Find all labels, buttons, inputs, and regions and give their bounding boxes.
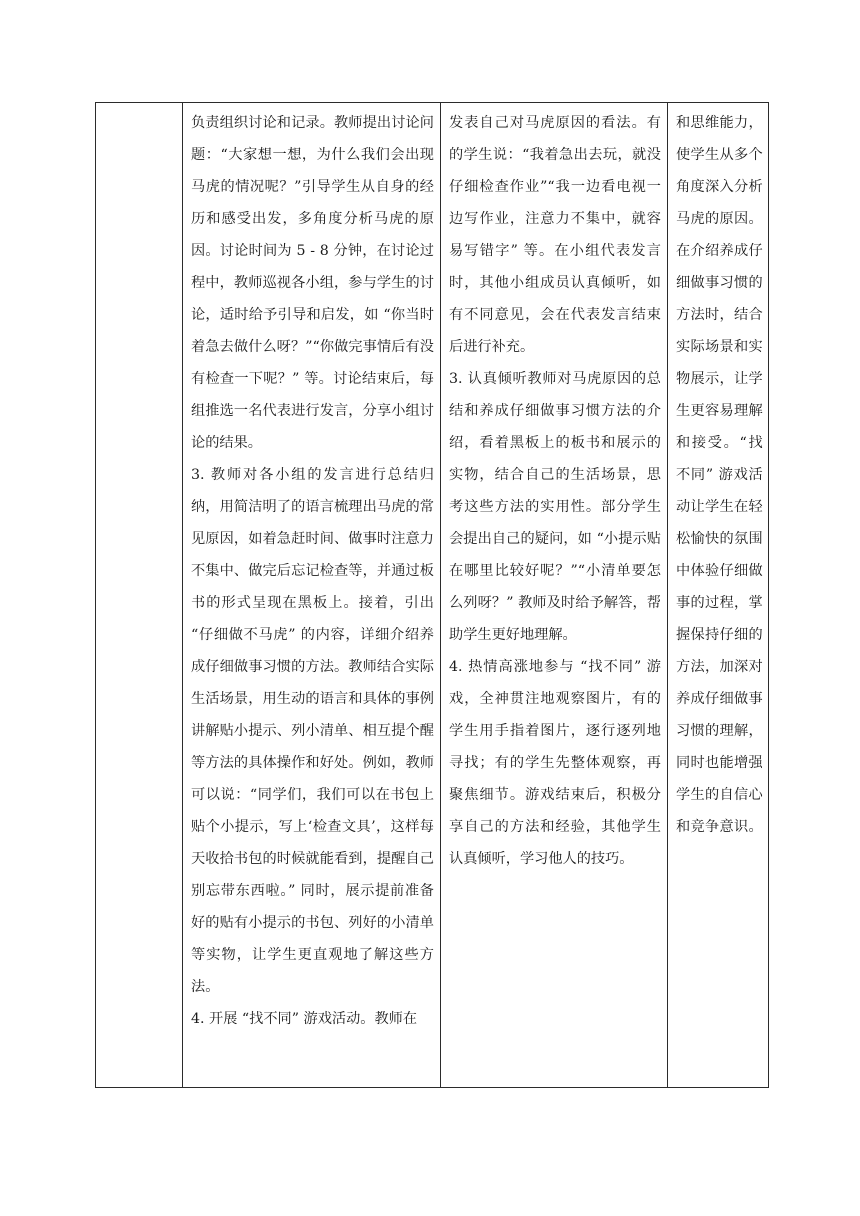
table-cell-student-activity: [441, 103, 668, 1088]
table-cell-stage: [96, 103, 183, 1088]
cell-content: [183, 103, 440, 1087]
student-activity-paragraph: 3. 认真倾听教师对马虎原因的总结和养成仔细做事习惯方法的介绍，看着黑板上的板书和展示的实物，结合自己的生活场景，思考这些方法的实用性。部分学生会提出自己的疑问，如 “小提示贴在哪里比较好呢？”“小清单要怎么列呀？” 教师及时给予解答，帮助学生更好地理解。: [449, 371, 661, 643]
cell-content: [668, 103, 768, 1087]
student-activity-paragraph: 4. 热情高涨地参与 “找不同” 游戏，全神贯注地观察图片，有的学生用手指着图片，逐行逐列地寻找；有的学生先整体观察，再聚焦细节。游戏结束后，积极分享自己的方法和经验，其他学生认真倾听，学习他人的技巧。: [449, 659, 661, 867]
table-row: [96, 103, 769, 1088]
design-intent-paragraph: 和思维能力，使学生从多个角度深入分析马虎的原因。在介绍养成仔细做事习惯的方法时，结合实际场景和实物展示，让学生更容易理解和接受。“找不同” 游戏活动让学生在轻松愉快的氛围中体验仔细做事的过程，掌握保持仔细的方法，加深对养成仔细做事习惯的理解，同时也能增强学生的自信心和竞争意识。: [676, 115, 763, 835]
teacher-activity-paragraph: 3. 教师对各小组的发言进行总结归纳，用简洁明了的语言梳理出马虎的常见原因，如着急赶时间、做事时注意力不集中、做完后忘记检查等，并通过板书的形式呈现在黑板上。接着，引出 “仔细做不马虎” 的内容，详细介绍养成仔细做事习惯的方法。教师结合实际生活场景，用生动的语言和具体的事例讲解贴小提示、列小清单、相互提个醒等方法的具体操作和好处。例如，教师可以说：“同学们，我们可以在书包上贴个小提示，写上‘检查文具’，这样每天收拾书包的时候就能看到，提醒自己别忘带东西啦。” 同时，展示提前准备好的贴有小提示的书包、列好的小清单等实物，让学生更直观地了解这些方法。: [191, 467, 434, 995]
teacher-activity-paragraph: 负责组织讨论和记录。教师提出讨论问题：“大家想一想，为什么我们会出现马虎的情况呢？”引导学生从自身的经历和感受出发，多角度分析马虎的原因。讨论时间为 5 - 8 分钟，在讨论过程中，教师巡视各小组，参与学生的讨论，适时给予引导和启发，如 “你当时着急去做什么呀？”“你做完事情后有没有检查一下呢？” 等。讨论结束后，每组推选一名代表进行发言，分享小组讨论的结果。: [191, 115, 434, 451]
cell-content: [96, 103, 182, 1083]
table-cell-teacher-activity: [183, 103, 441, 1088]
teacher-activity-paragraph: 4. 开展 “找不同” 游戏活动。教师在: [191, 1011, 418, 1027]
lesson-plan-table: [95, 102, 769, 1088]
table-cell-design-intent: [668, 103, 769, 1088]
cell-content: [441, 103, 667, 1087]
student-activity-paragraph: 发表自己对马虎原因的看法。有的学生说：“我着急出去玩，就没仔细检查作业”“我一边看电视一边写作业，注意力不集中，就容易写错字” 等。在小组代表发言时，其他小组成员认真倾听，如有不同意见，会在代表发言结束后进行补充。: [449, 115, 661, 355]
